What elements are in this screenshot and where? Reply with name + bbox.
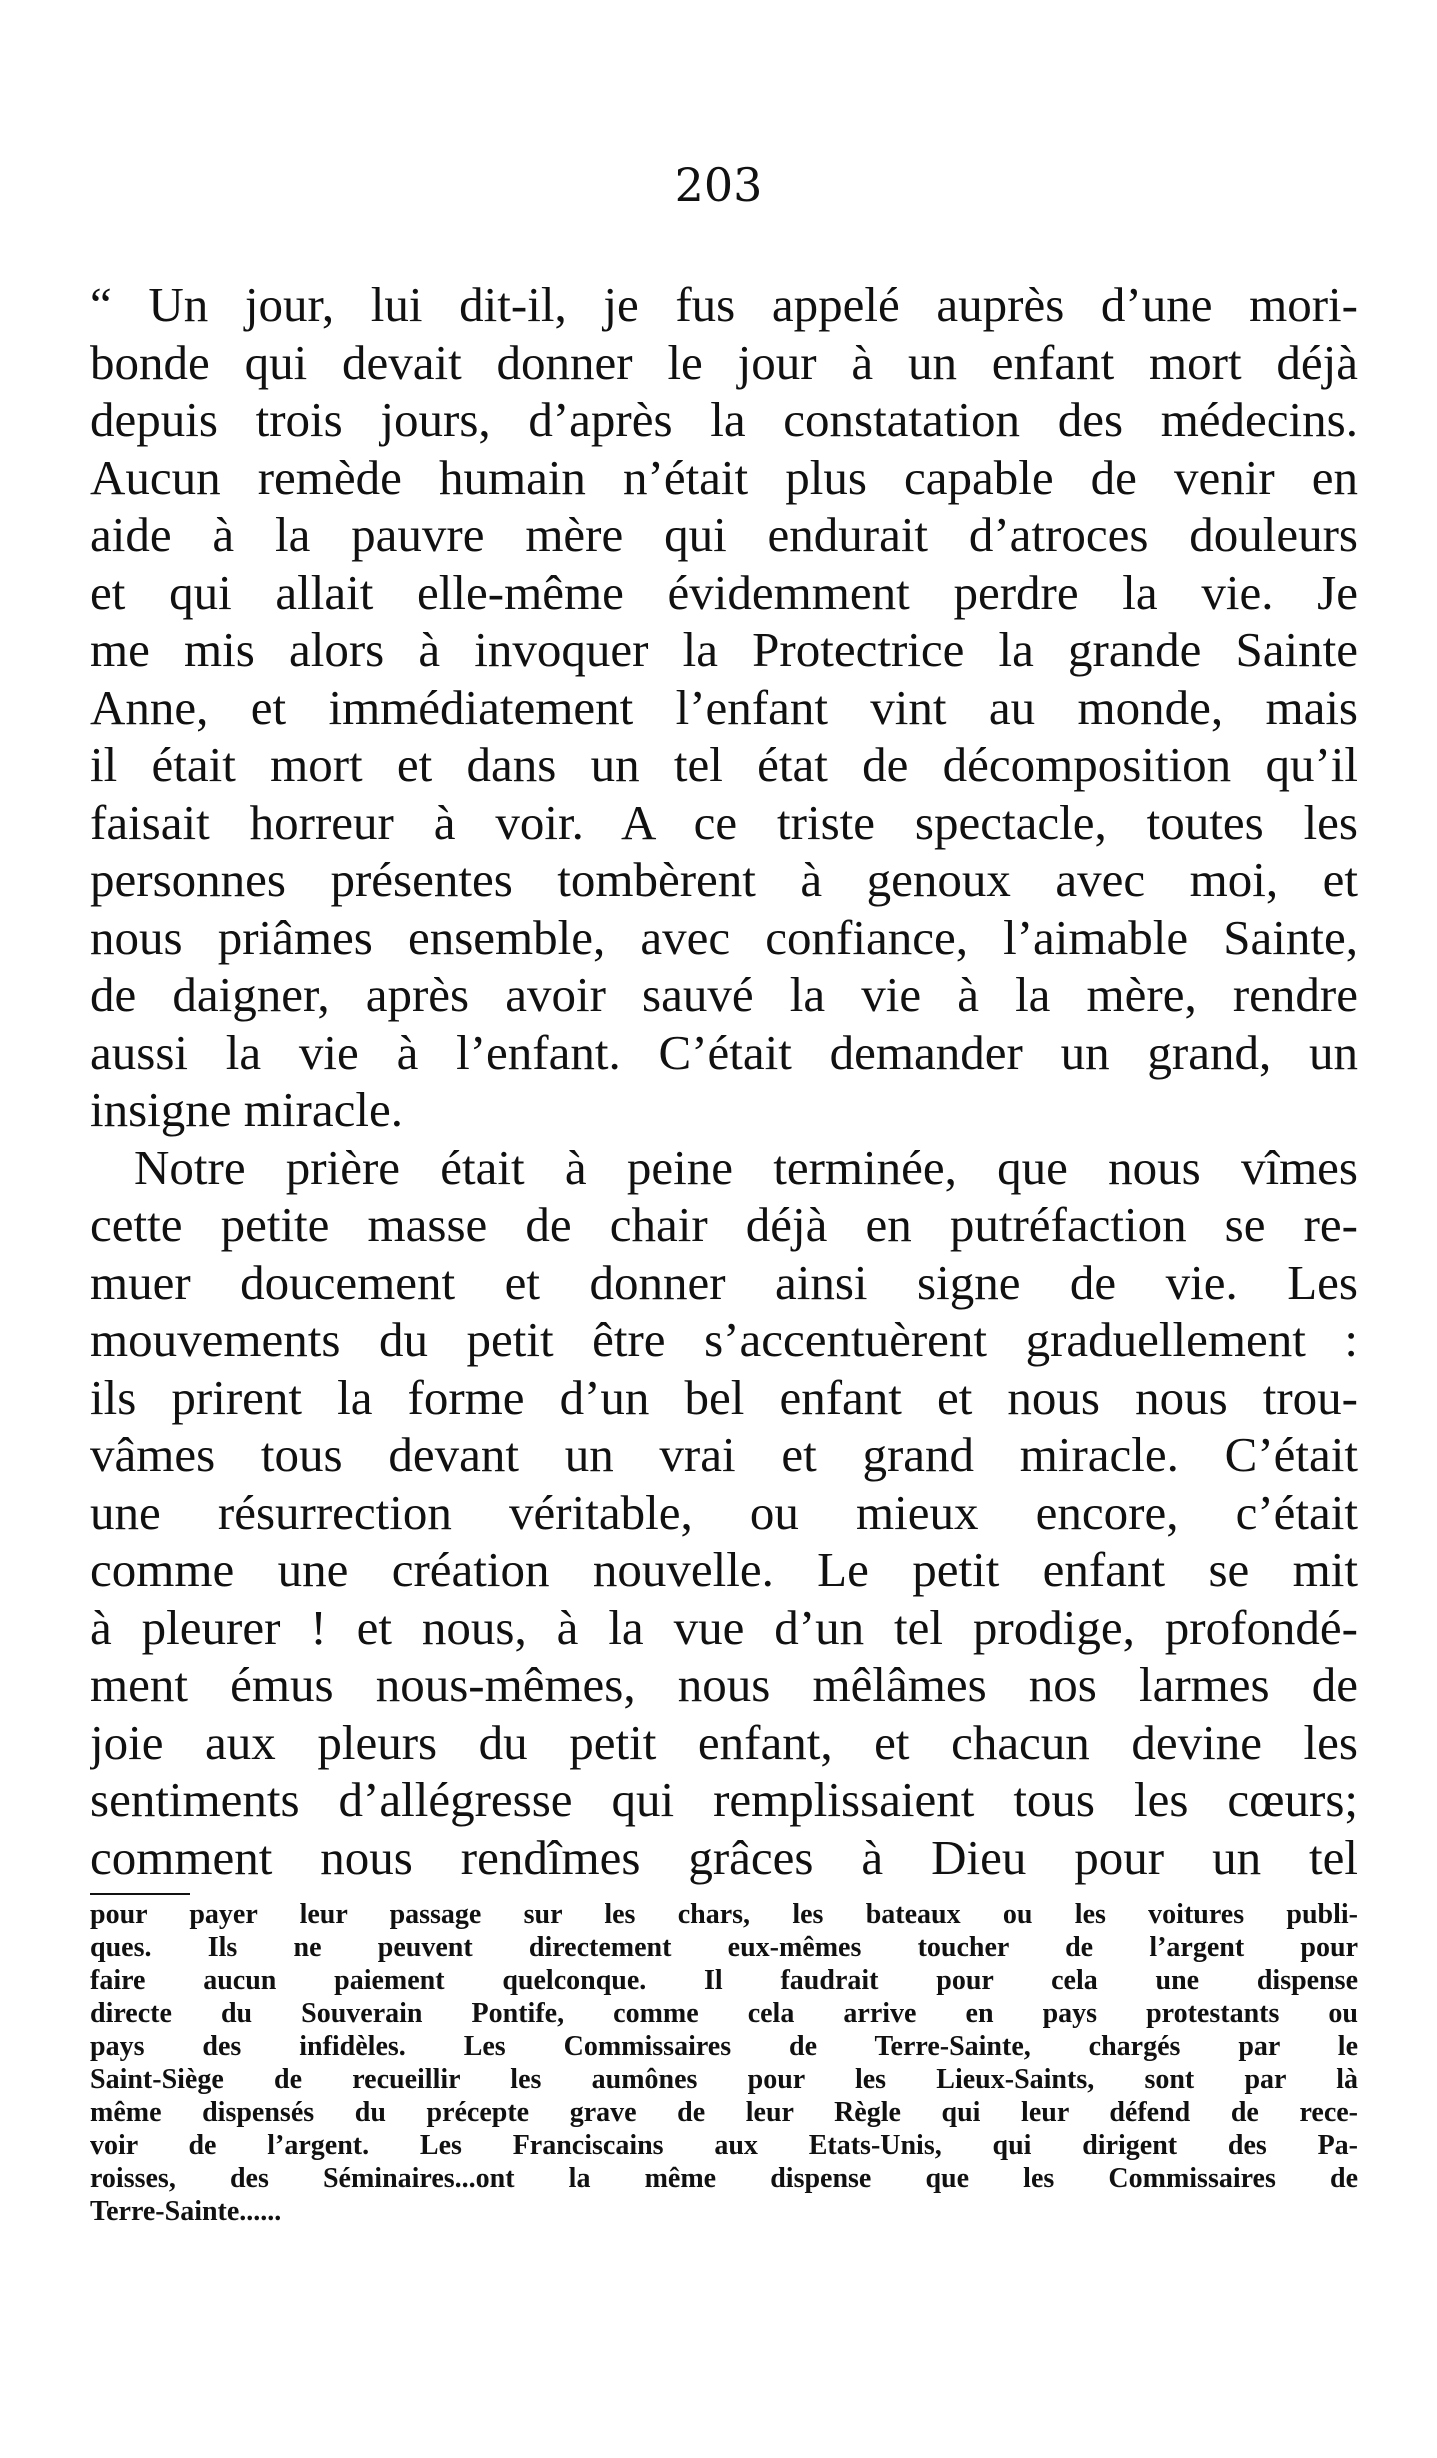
text-line: Aucun remède humain n’était plus capable de venir en — [90, 449, 1358, 505]
footnote-line: directe du Souverain Pontife, comme cela arrive en pays protestants ou — [90, 1998, 1358, 2029]
footnote-line: voir de l’argent. Les Franciscains aux Etats-Unis, qui dirigent des Pa- — [90, 2130, 1358, 2161]
text-line: comment nous rendîmes grâces à Dieu pour un tel — [90, 1829, 1358, 1885]
text-line: il était mort et dans un tel état de décomposition qu’il — [90, 737, 1358, 792]
text-line: aide à la pauvre mère qui endurait d’atroces douleurs — [90, 507, 1358, 562]
text-line: comme une création nouvelle. Le petit enfant se mit — [90, 1542, 1358, 1597]
page-number: 203 — [674, 158, 763, 212]
footnote-divider — [90, 1893, 190, 1895]
text-line: joie aux pleurs du petit enfant, et chacun devine les — [90, 1714, 1358, 1770]
footnote-line: même dispensés du précepte grave de leur Règle qui leur défend de rece- — [90, 2097, 1358, 2128]
footnote-line: faire aucun paiement quelconque. Il faudrait pour cela une dispense — [90, 1965, 1358, 1996]
text-line: nous priâmes ensemble, avec confiance, l’aimable Sainte, — [90, 909, 1358, 965]
text-line: ils prirent la forme d’un bel enfant et nous nous trou- — [90, 1369, 1358, 1425]
text-line: “ Un jour, lui dit-il, je fus appelé auprès d’une mori- — [90, 277, 1358, 332]
footnote-line: pays des infidèles. Les Commissaires de Terre-Sainte, chargés par le — [90, 2031, 1358, 2062]
text-line: cette petite masse de chair déjà en putréfaction se re- — [90, 1197, 1358, 1252]
text-line: Anne, et immédiatement l’enfant vint au monde, mais — [90, 679, 1358, 735]
text-line: me mis alors à invoquer la Protectrice la grande Sainte — [90, 622, 1358, 677]
main-text — [90, 276, 1358, 1886]
text-line: insigne miracle. — [90, 1082, 403, 1137]
text-line: faisait horreur à voir. A ce triste spectacle, toutes les — [90, 794, 1358, 850]
text-line: personnes présentes tombèrent à genoux avec moi, et — [90, 852, 1358, 907]
text-line: aussi la vie à l’enfant. C’était demander un grand, un — [90, 1024, 1358, 1080]
text-line: depuis trois jours, d’après la constatation des médecins. — [90, 392, 1358, 447]
text-line: muer doucement et donner ainsi signe de vie. Les — [90, 1254, 1358, 1310]
text-line: à pleurer ! et nous, à la vue d’un tel prodige, profondé- — [90, 1599, 1358, 1655]
footnote-line: Terre-Sainte...... — [90, 2196, 282, 2227]
footnote-line: ques. Ils ne peuvent directement eux-mêmes toucher de l’argent pour — [90, 1932, 1358, 1963]
text-line: bonde qui devait donner le jour à un enfant mort déjà — [90, 334, 1358, 390]
text-line: et qui allait elle-même évidemment perdre la vie. Je — [90, 564, 1358, 620]
text-line: de daigner, après avoir sauvé la vie à la mère, rendre — [90, 967, 1358, 1022]
text-line: ment émus nous-mêmes, nous mêlâmes nos larmes de — [90, 1657, 1358, 1712]
footnote-line: pour payer leur passage sur les chars, les bateaux ou les voitures publi- — [90, 1899, 1358, 1930]
text-line: vâmes tous devant un vrai et grand miracle. C’était — [90, 1427, 1358, 1482]
text-line: Notre prière était à peine terminée, que nous vîmes — [134, 1139, 1358, 1195]
footnote-block — [90, 1898, 1358, 2228]
footnote-line: roisses, des Séminaires...ont la même dispense que les Commissaires de — [90, 2163, 1358, 2194]
footnote-line: Saint-Siège de recueillir les aumônes pour les Lieux-Saints, sont par là — [90, 2064, 1358, 2095]
text-line: une résurrection véritable, ou mieux encore, c’était — [90, 1484, 1358, 1540]
text-line: sentiments d’allégresse qui remplissaient tous les cœurs; — [90, 1772, 1358, 1827]
text-line: mouvements du petit être s’accentuèrent graduellement : — [90, 1312, 1358, 1367]
